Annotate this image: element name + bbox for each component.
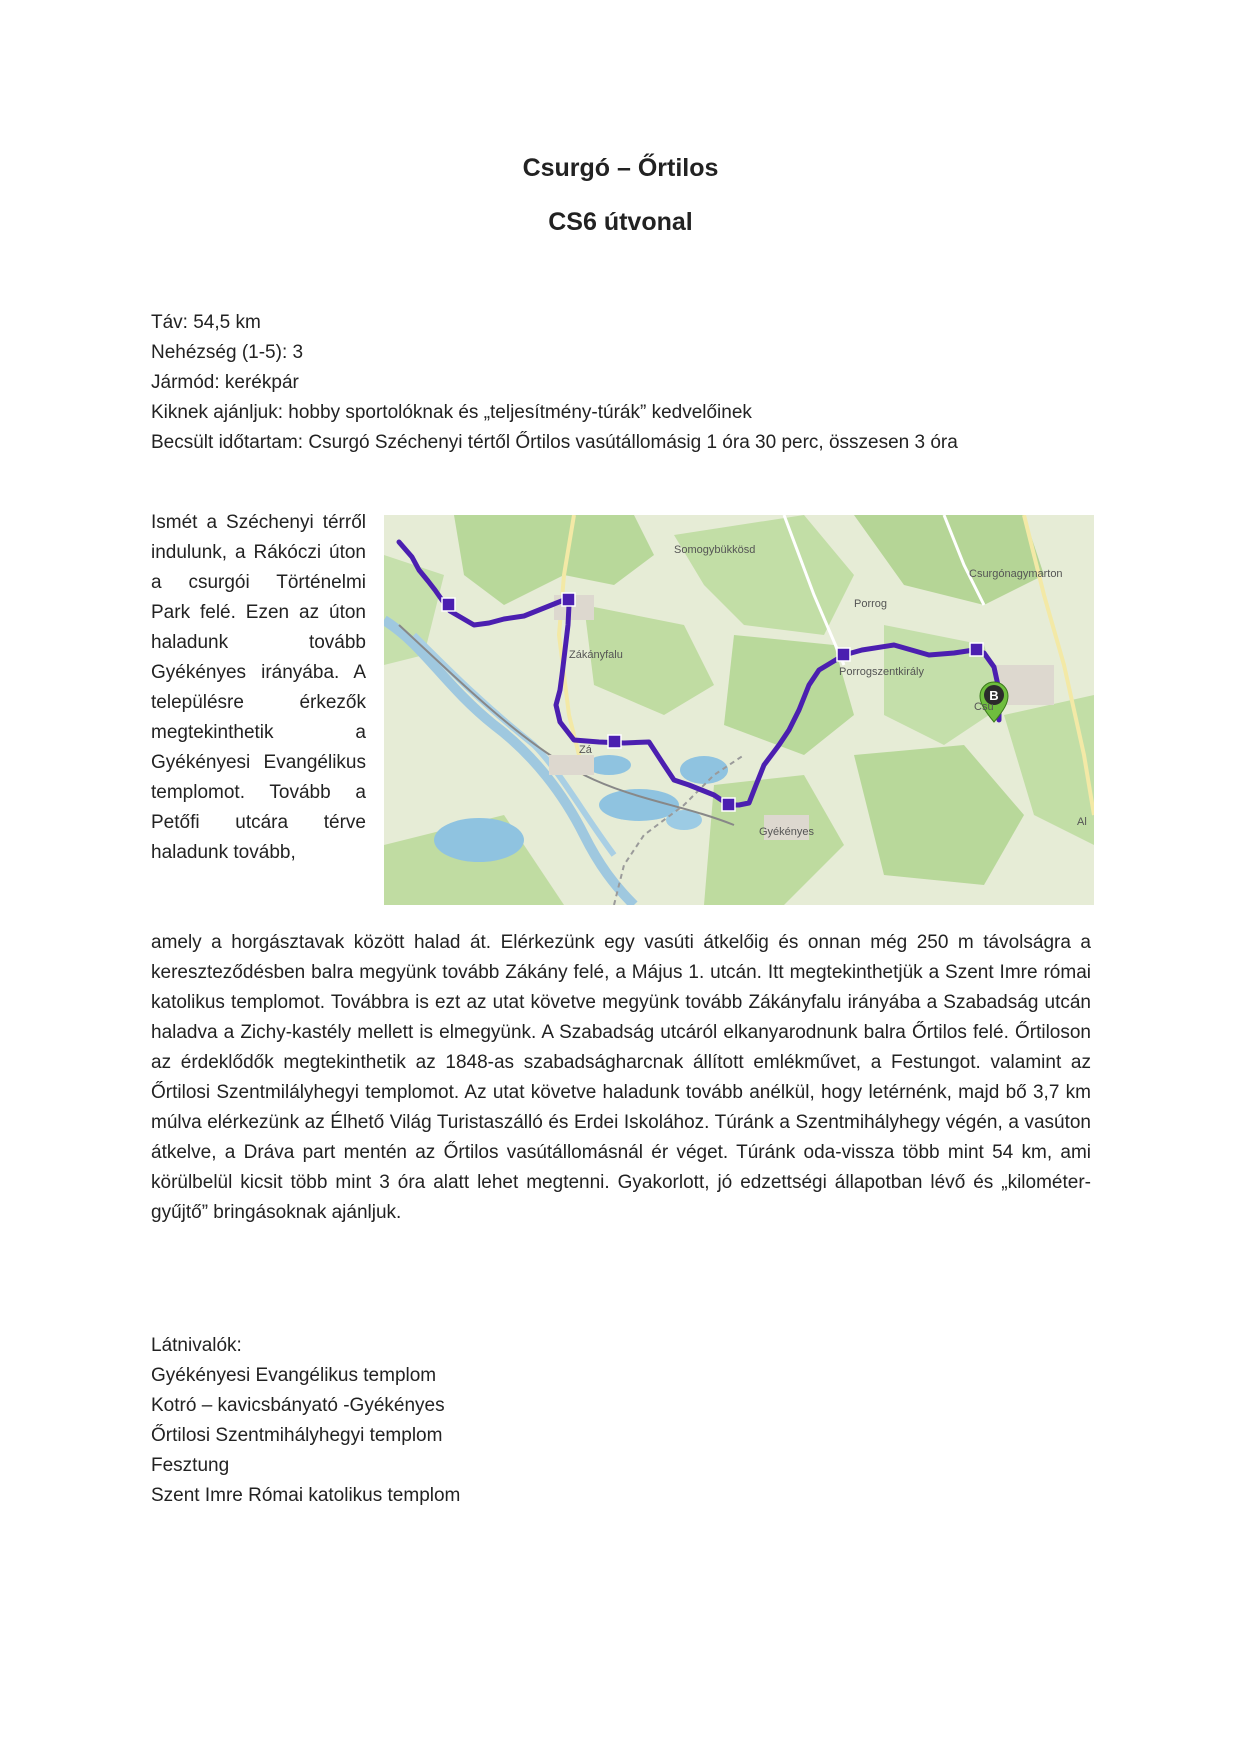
end-marker-label: B [989,688,999,703]
map-label-al: Al [1077,816,1087,828]
map-label-somogybukkosd: Somogybükkösd [674,544,756,556]
map-label-porrog: Porrog [854,598,888,610]
sight-item: Kotró – kavicsbányató -Gyékényes [151,1395,445,1416]
map-label-zakanyfalu: Zákányfalu [569,649,623,661]
recommended-line: Kiknek ajánljuk: hobby sportolóknak és „teljesítmény-túrák” kedvelőinek [151,402,752,423]
difficulty-line: Nehézség (1-5): 3 [151,342,304,363]
duration-line: Becsült időtartam: Csurgó Széchenyi tértől Őrtilos vasútállomásig 1 óra 30 perc, összesen 3 óra [151,432,958,453]
sight-item: Fesztung [151,1455,230,1476]
sights-section [151,1331,751,1511]
sight-item: Őrtilosi Szentmihályhegyi templom [151,1425,443,1446]
map-label-csurgo: Csu [974,701,994,713]
route-map-svg [384,515,1094,905]
description-second-part: amely a horgásztavak között halad át. Elérkezünk egy vasúti átkelőig és onnan még 250 m távolságra a kereszteződésben balra megyünk tovább Zákány felé, a Május 1. utcán. Itt megtekinthetjük a Szent Imre római katolikus templomot. Továbbra is ezt az utat követve megyünk tovább Zákányfalu irányába a Szabadság utcán haladva a Zichy-kastély mellett is elmegyünk. A Szabadság utcáról elkanyarodnunk balra Őrtilos felé. Őrtiloson az érdeklődők megtekinthetik az 1848-as szabadságharcnak állított emlékművet, a Festungot. valamint az Őrtilosi Szentmilályhegyi templomot. Az utat követve haladunk tovább anélkül, hogy letérnénk, majd bő 3,7 km múlva elérkezünk az Élhető Világ Turistaszálló és Erdei Iskolához. Túránk a Szentmihályhegy végén, a vasúton átkelve, a Dráva part mentén az Őrtilos vasútállomásnál ér véget. Túránk oda-vissza több mint 54 km, ami körülbelül kicsit több mint 3 óra alatt lehet megtenni. Gyakorlott, jó edzettségi állapotban lévő és „kilométer-gyűjtő” bringásoknak ajánljuk. [151,932,1091,1223]
sight-item: Gyékényesi Evangélikus templom [151,1365,437,1386]
map-label-zakany: Zá [579,744,592,756]
vehicle-line: Jármód: kerékpár [151,372,299,393]
document-title: Csurgó – Őrtilos [522,154,719,182]
route-map [384,515,1094,905]
map-label-porrogszentkiraly: Porrogszentkirály [839,666,924,678]
sights-heading: Látnivalók: [151,1335,242,1356]
description-first-part: Ismét a Széchenyi térről indulunk, a Rákóczi úton a csurgói Történelmi Park felé. Ezen az úton haladunk tovább Gyékényes irányába. A településre érkezők megtekinthetik a Gyékényesi Evangélikus templomot. Tovább a Petőfi utcára térve haladunk tovább, [151,512,366,863]
map-label-csurgonagymarton: Csurgónagymarton [969,568,1063,580]
map-label-gyekenyes: Gyékényes [759,826,815,838]
distance-line: Táv: 54,5 km [151,312,261,333]
sight-item: Szent Imre Római katolikus templom [151,1485,461,1506]
document-subtitle: CS6 útvonal [548,208,693,236]
route-meta [151,308,1091,458]
